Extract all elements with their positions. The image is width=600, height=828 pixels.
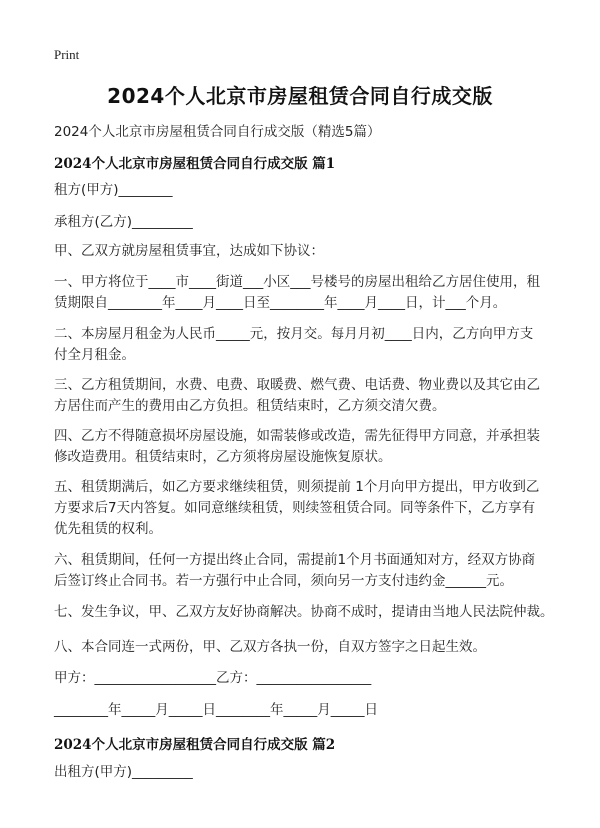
clause-3-line-1: 三、乙方租赁期间，水费、电费、取暖费、燃气费、电话费、物业费以及其它由乙	[54, 377, 540, 393]
document-subtitle: 2024个人北京市房屋租赁合同自行成交版（精选5篇）	[54, 124, 381, 140]
date-line: ________年_____月_____日________年_____月_____日	[54, 702, 378, 718]
clause-5-line-2: 方要求后7天内答复。如同意继续租赁，则续签租赁合同。同等条件下，乙方享有	[54, 500, 536, 516]
clause-6-line-1: 六、租赁期间，任何一方提出终止合同，需提前1个月书面通知对方，经双方协商	[54, 552, 536, 568]
clause-4-line-1: 四、乙方不得随意损坏房屋设施，如需装修或改造，需先征得甲方同意，并承担装	[54, 428, 540, 444]
page-title: 2024个人北京市房屋租赁合同自行成交版	[107, 84, 493, 108]
clause-3-line-2: 方居住而产生的费用由乙方负担。租赁结束时，乙方须交清欠费。	[54, 398, 446, 414]
clause-4-line-2: 修改造费用。租赁结束时，乙方须将房屋设施恢复原状。	[54, 449, 392, 465]
clause-2-line-1: 二、本房屋月租金为人民币_____元，按月交。每月月初____日内，乙方向甲方支	[54, 326, 534, 342]
clause-1-line-2: 赁期限自________年____月____日至________年____月____日，计___个月。	[54, 295, 507, 311]
clause-1-line-1: 一、甲方将位于____市____街道___小区___号楼号的房屋出租给乙方居住使用，租	[54, 274, 540, 290]
lessee-line: 承租方(乙方)_________	[54, 214, 193, 230]
section-1-heading: 2024个人北京市房屋租赁合同自行成交版 篇1	[54, 156, 336, 172]
signature-line: 甲方：__________________乙方：_________________	[54, 670, 372, 686]
print-link[interactable]: Print	[54, 47, 80, 62]
lessor-line: 租方(甲方)________	[54, 182, 173, 198]
clause-8: 八、本合同连一式两份，甲、乙双方各执一份，自双方签字之日起生效。	[54, 639, 486, 655]
section-2-heading: 2024个人北京市房屋租赁合同自行成交版 篇2	[54, 737, 336, 753]
clause-2-line-2: 付全月租金。	[54, 347, 135, 363]
intro-line: 甲、乙双方就房屋租赁事宜，达成如下协议：	[54, 243, 324, 259]
clause-5-line-3: 优先租赁的权利。	[54, 521, 162, 537]
section-2-lessor-line: 出租方(甲方)_________	[54, 764, 193, 780]
clause-6-line-2: 后签订终止合同书。若一方强行中止合同，须向另一方支付违约金______元。	[54, 573, 513, 589]
clause-7: 七、发生争议，甲、乙双方友好协商解决。协商不成时，提请由当地人民法院仲裁。	[54, 604, 554, 620]
clause-5-line-1: 五、租赁期满后，如乙方要求继续租赁，则须提前 1个月向甲方提出，甲方收到乙	[54, 479, 540, 495]
